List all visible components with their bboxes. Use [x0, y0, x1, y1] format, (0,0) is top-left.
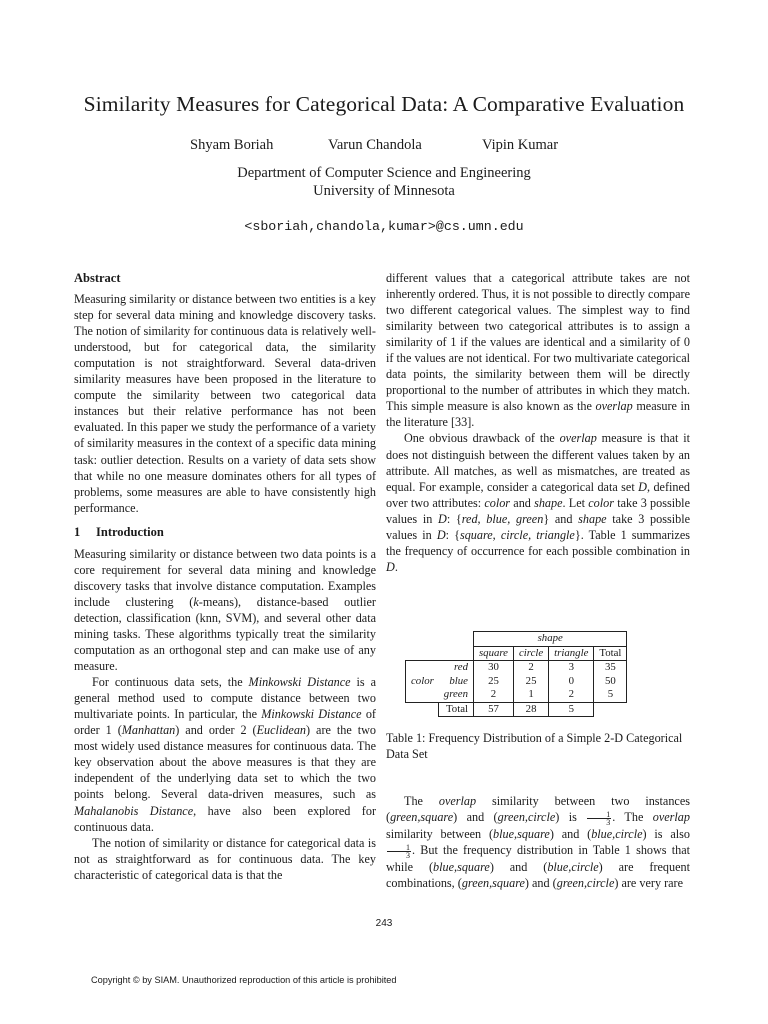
fraction-one-third: $\frac{1}{3}$	[587, 811, 611, 826]
intro-paragraph-3: The notion of similarity or distance for categorical data is not as straightforward as for continuous data. The key characteristic of categorical data is that the	[74, 835, 376, 882]
table-cell: 1	[513, 688, 548, 702]
fraction-one-third: $\frac{1}{3}$	[387, 844, 411, 859]
table-col-total: 57	[473, 702, 513, 717]
table-row	[406, 675, 627, 689]
intro-paragraph-2: For continuous data sets, the Minkowski Distance is a general method used to compute distance between two multivariate points. In particular, the Minkowski Distance of order 1 (Manhattan) and order 2 (Euclidean) are the two most widely used distance measures for continuous data. The key observation about the above measures is that they are independent of the underlying data set to which the two points belong. Several data-driven measures, such as Mahalanobis Distance, have also been explored for continuous data.	[74, 675, 376, 834]
left-column	[74, 270, 376, 883]
right-paragraph-3: The overlap similarity between two instances (green,square) and (green,circle) is $\frac{1}{3}$ . The overlap similarity between (blue,square) and (blue,circle) is also $\frac{1}{3}$ . But the frequency distribution in Table 1 shows that while (blue,square) and (blue,circle) are frequent combinations, (green,square) and (green,circle) are very rare	[386, 794, 690, 890]
author-list	[0, 137, 768, 157]
author-email: <sboriah,chandola,kumar>@cs.umn.edu	[244, 219, 524, 234]
intro-paragraph-1: Measuring similarity or distance between two data points is a core requirement for several data mining and knowledge discovery tasks that involve distance computation. Examples include clustering (k-means), distance-based outlier detection, classification (knn, SVM), and several other data mining tasks. These algorithms typically treat the similarity computation as an orthogonal step and can make use of any measure.	[74, 546, 376, 674]
table-caption: Table 1: Frequency Distribution of a Simple 2-D Categorical Data Set	[386, 731, 683, 761]
affiliation-department: Department of Computer Science and Engineering	[237, 165, 531, 181]
author-3: Vipin Kumar	[482, 137, 559, 153]
table-cell: 2	[513, 661, 548, 675]
frequency-table	[405, 631, 627, 717]
table-cell: 30	[473, 661, 513, 675]
table-cell: 2	[473, 688, 513, 702]
table-cell: 2	[549, 688, 594, 702]
abstract-heading: Abstract	[74, 271, 121, 285]
table-row-attribute: color	[406, 661, 439, 703]
table-row	[406, 661, 627, 675]
table-row-label: blue	[449, 674, 468, 687]
affiliation-university: University of Minnesota	[313, 183, 455, 199]
table-row-total: 5	[594, 688, 627, 702]
table-cell: 25	[473, 675, 513, 689]
section-heading-introduction	[74, 524, 376, 540]
table-col-header: triangle	[549, 646, 594, 661]
paper-title: Similarity Measures for Categorical Data: A Comparative Evaluation	[83, 92, 685, 116]
table-total-label: Total	[439, 702, 474, 717]
table-col-total: 28	[513, 702, 548, 717]
affiliation	[0, 164, 768, 200]
table-row	[406, 688, 627, 702]
abstract-text: Measuring similarity or distance between two entities is a key step for several data mining and knowledge discovery tasks. The notion of similarity for continuous data is relatively well-understood, but for categorical data, the similarity computation is not straightforward. Several data-driven similarity measures have been proposed in the literature to compute the similarity between two categorical data instances but their relative performance has not been evaluated. In this paper we study the performance of a variety of similarity measures in the context of a specific data mining task: outlier detection. Results on a variety of data sets show that while no one measure dominates others for all types of problems, some measures are able to have consistently high performance.	[74, 292, 376, 515]
table-col-header: circle	[513, 646, 548, 661]
table-total-header: Total	[594, 646, 627, 661]
table-cell: 3	[549, 661, 594, 675]
table-cell: 0	[549, 675, 594, 689]
copyright-notice: Copyright © by SIAM. Unauthorized reproduction of this article is prohibited	[91, 975, 397, 985]
table-col-attribute: shape	[473, 632, 626, 647]
right-paragraph-2: One obvious drawback of the overlap measure is that it does not distinguish between the different values taken by an attribute. All matches, as well as mismatches, are treated as equal. For example, consider a categorical data set D, defined over two attributes: color and shape. Let color take 3 possible values in D: {red, blue, green} and shape take 3 possible values in D: {square, circle, triangle}. Table 1 summarizes the frequency of occurrence for each possible combination in D.	[386, 431, 690, 574]
author-2: Varun Chandola	[328, 137, 422, 153]
table-totals-row	[406, 702, 627, 717]
section-number: 1	[74, 524, 81, 539]
section-title: Introduction	[96, 524, 164, 539]
table-cell: 25	[513, 675, 548, 689]
page-number: 243	[375, 918, 393, 929]
right-column-bottom	[386, 793, 690, 891]
right-column-top	[386, 270, 690, 575]
author-1: Shyam Boriah	[190, 137, 274, 153]
table-row-label: green	[439, 688, 474, 702]
table-row-total: 35	[594, 661, 627, 675]
table-col-header: square	[473, 646, 513, 661]
table-row-total: 50	[594, 675, 627, 689]
table-col-total: 5	[549, 702, 594, 717]
right-paragraph-1: different values that a categorical attribute takes are not inherently ordered. Thus, it is not possible to directly compare two different categorical values. The simplest way to find similarity between two categorical attributes is to assign a similarity of 1 if the values are identical and a similarity of 0 if the values are not identical. For two multivariate categorical data points, the similarity between them will be directly proportional to the number of attributes in which they match. This simple measure is also known as the overlap measure in the literature [33].	[386, 271, 691, 430]
table-row-label: red	[439, 661, 474, 675]
